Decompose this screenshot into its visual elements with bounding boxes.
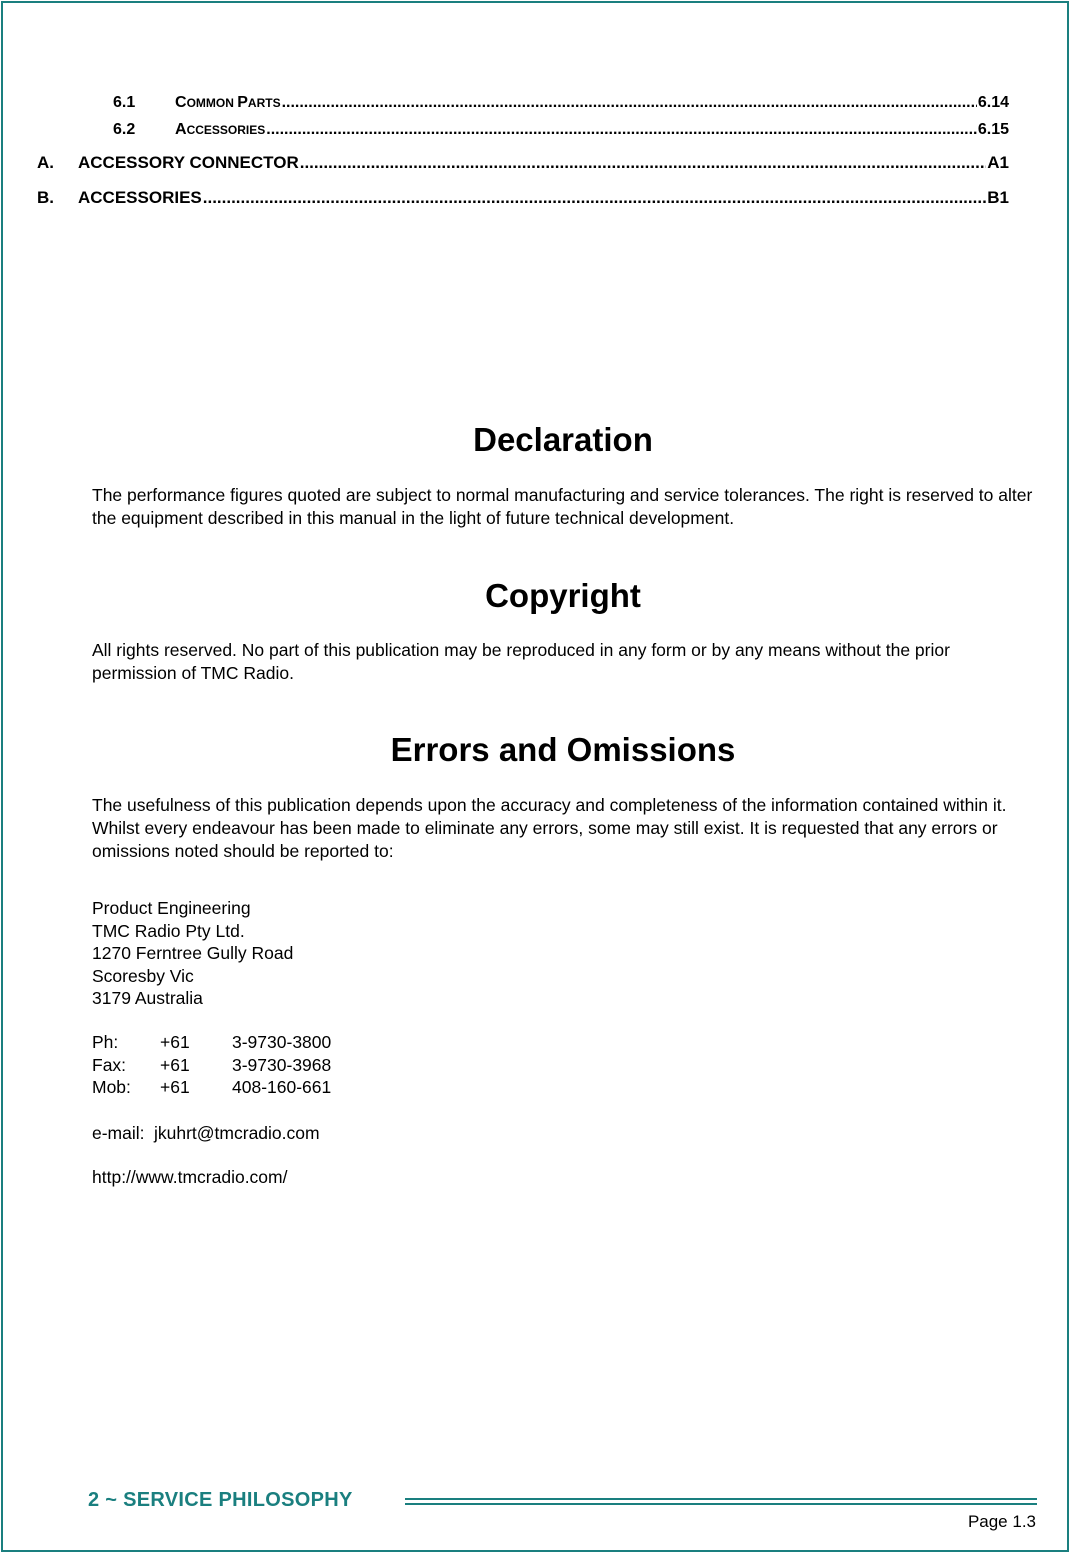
- toc-entry-b[interactable]: [37, 188, 1009, 208]
- phone-number: 3-9730-3800: [232, 1032, 332, 1052]
- fax-number: 3-9730-3968: [232, 1054, 332, 1075]
- toc-title: COMMON PARTS: [175, 94, 281, 111]
- errors-text: The usefulness of this publication depends upon the accuracy and completeness of the information contained within it. Whilst every endeavour has been made to eliminate any errors, some may still exist. It is requested that any errors or omissions noted should be reported to:: [92, 795, 1007, 861]
- toc-page: B1: [987, 188, 1009, 207]
- page-number: Page 1.3: [967, 1512, 1036, 1531]
- toc-title: ACCESSORIES: [78, 188, 202, 207]
- errors-heading: Errors and Omissions: [390, 731, 736, 768]
- toc-page: 6.15: [977, 121, 1009, 138]
- country-code: +61: [160, 1054, 190, 1075]
- mobile-label: Mob:: [92, 1077, 131, 1097]
- toc-leader: [300, 153, 987, 173]
- phone-row: [92, 1031, 331, 1054]
- declaration-heading: Declaration: [473, 421, 653, 458]
- toc-page: A1: [987, 153, 1009, 172]
- toc-number: B.: [37, 188, 54, 207]
- toc-title: ACCESSORY CONNECTOR: [78, 153, 299, 172]
- mobile-row: [92, 1076, 331, 1099]
- toc-entry-6-1[interactable]: [113, 94, 1009, 112]
- phone-list: [92, 1031, 331, 1099]
- website-link[interactable]: http://www.tmcradio.com/: [92, 1167, 288, 1187]
- declaration-text: The performance figures quoted are subject to normal manufacturing and service tolerances. The right is reserved to alter the equipment described in this manual in the light of future technical development.: [92, 485, 1033, 528]
- country-code: +61: [160, 1077, 190, 1097]
- website-row: [92, 1166, 287, 1189]
- fax-row: [92, 1054, 331, 1077]
- address-line: TMC Radio Pty Ltd.: [92, 920, 245, 941]
- footer-section-title: 2 ~ SERVICE PHILOSOPHY: [88, 1489, 353, 1511]
- country-code: +61: [160, 1032, 190, 1052]
- footer-rule: [405, 1498, 1037, 1508]
- address-line: Product Engineering: [92, 898, 251, 918]
- address-block: [92, 897, 293, 1010]
- fax-label: Fax:: [92, 1054, 127, 1075]
- address-line: 1270 Ferntree Gully Road: [92, 943, 294, 963]
- toc-entry-6-2[interactable]: [113, 121, 1009, 139]
- mobile-number: 408-160-661: [232, 1077, 332, 1097]
- email-label: e-mail:: [92, 1123, 145, 1143]
- copyright-heading: Copyright: [485, 577, 641, 614]
- address-line: Scoresby Vic: [92, 965, 194, 986]
- toc-page: 6.14: [977, 94, 1009, 111]
- toc-number: A.: [37, 153, 54, 172]
- page-border: [1, 1, 1069, 1552]
- address-line: 3179 Australia: [92, 988, 203, 1008]
- toc-leader: [203, 188, 987, 208]
- toc-leader: [266, 121, 977, 139]
- toc-title: ACCESSORIES: [175, 121, 266, 138]
- phone-label: Ph:: [92, 1032, 119, 1052]
- toc-leader: [282, 94, 977, 112]
- email-row: [92, 1122, 320, 1145]
- copyright-text: All rights reserved. No part of this publication may be reproduced in any form or by any means without the prior permission of TMC Radio.: [92, 640, 950, 683]
- toc-entry-a[interactable]: [37, 153, 1009, 173]
- toc-number: 6.1: [113, 94, 136, 111]
- email-link[interactable]: jkuhrt@tmcradio.com: [154, 1123, 320, 1143]
- toc-number: 6.2: [113, 121, 136, 138]
